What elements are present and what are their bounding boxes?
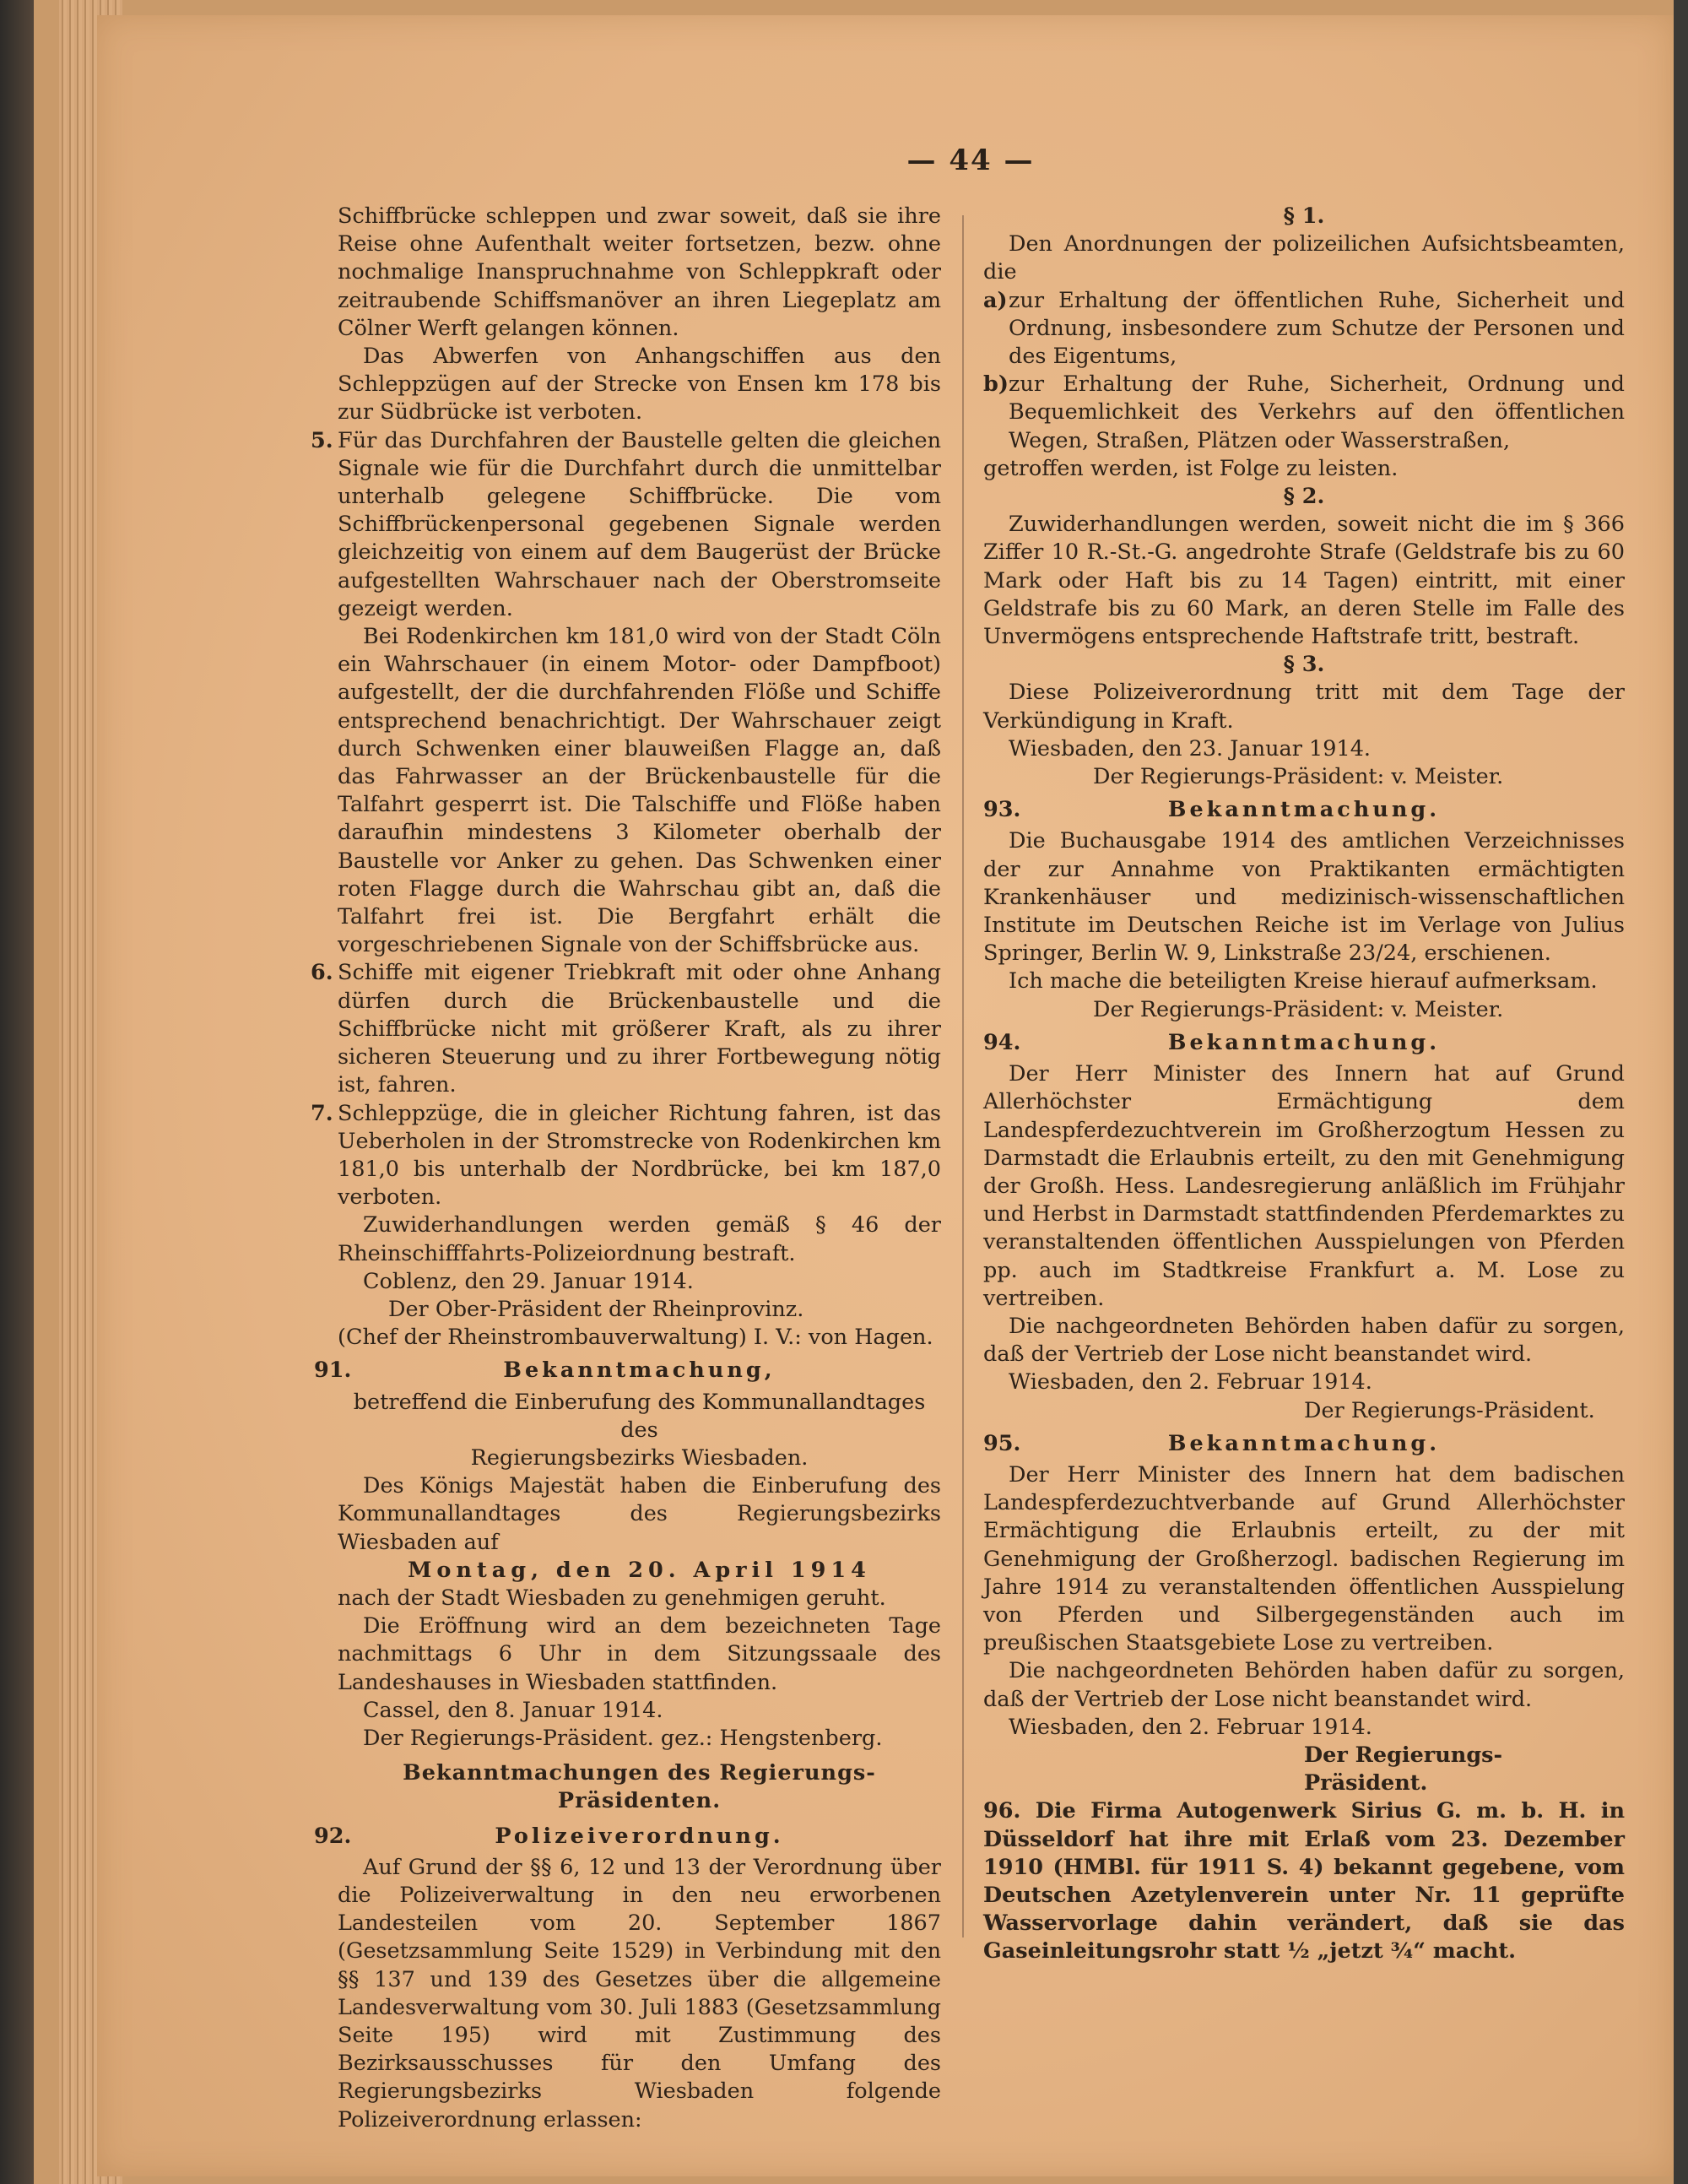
notice-heading (314, 1823, 941, 1851)
place-date: Wiesbaden, den 2. Februar 1914. (1009, 1369, 1372, 1395)
paragraph: nach der Stadt Wiesbaden zu genehmigen geruht. (338, 1585, 886, 1611)
item-label: b) (983, 371, 1009, 398)
list-item (983, 371, 1625, 455)
paragraph: Der Herr Minister des Innern hat auf Grund Allerhöchster Ermächtigung dem Landespferdezuchtverein im Großherzogtum Hessen zu Darmstadt die Erlaubnis erteilt, zu den mit Genehmigung der Großh. Hess. Landesregierung anläßlich im Frühjahr und Herbst in Darmstadt stattfindenden Pferdemarktes zu veranstaltenden öffentlichen Ausspielungen von Pferden pp. auch im Stadtkreise Frankfurt a. M. Lose zu vertreiben. (983, 1061, 1625, 1311)
item-number: 7. (311, 1100, 333, 1126)
notice-number: 91. (314, 1358, 352, 1384)
item-number: 6. (311, 960, 333, 986)
paragraph: Ich mache die beteiligten Kreise hierauf aufmerksam. (1009, 968, 1598, 994)
list-item (311, 1100, 941, 1212)
place-date: Wiesbaden, den 23. Januar 1914. (1009, 735, 1372, 761)
date-line: Montag, den 20. April 1914 (408, 1557, 871, 1583)
left-column (311, 203, 941, 2134)
signature: Der Ober-Präsident der Rheinprovinz. (388, 1296, 804, 1322)
item-number: 5. (311, 427, 333, 453)
paragraph: getroffen werden, ist Folge zu leisten. (983, 455, 1399, 481)
paragraph: Die Eröffnung wird an dem bezeichneten Tage nachmittags 6 Uhr in dem Sitzungssaale des Landeshauses in Wiesbaden stattfinden. (338, 1613, 941, 1695)
notice-title: Polizeiverordnung. (495, 1823, 784, 1849)
item-text: Schleppzüge, die in gleicher Richtung fahren, ist das Ueberholen in der Stromstrecke von Rodenkirchen km 181,0 bis unterhalb der Nordbrücke, bei km 187,0 verboten. (338, 1100, 941, 1211)
paragraph: Schiffbrücke schleppen und zwar soweit, daß sie ihre Reise ohne Aufenthalt weiter fortsetzen, bezw. ohne nochmalige Inanspruchnahme von Schleppkraft oder zeitraubende Schiffsmanöver an ihren Liegeplatz am Cölner Werft gelangen können. (338, 203, 941, 341)
notice-heading (983, 1029, 1625, 1057)
notice-title: Bekanntmachung, (503, 1358, 776, 1384)
scan-border (1674, 0, 1688, 2184)
paragraph: Diese Polizeiverordnung tritt mit dem Tage der Verkündigung in Kraft. (983, 680, 1625, 734)
notice-title: Bekanntmachung. (1167, 797, 1441, 823)
signature: Der Regierungs-Präsident: v. Meister. (1093, 764, 1504, 790)
paragraph: Des Königs Majestät haben die Einberufung des Kommunallandtages des Regierungsbezirks Wiesbaden auf (338, 1473, 941, 1555)
section-symbol: § 2. (1283, 484, 1325, 510)
paragraph: Zuwiderhandlungen werden gemäß § 46 der Rheinschifffahrts-Polizeiordnung bestraft. (338, 1212, 941, 1266)
notice-number: 96. (983, 1798, 1021, 1824)
notice-number: 93. (983, 797, 1021, 823)
notice-number: 95. (983, 1430, 1021, 1456)
paragraph: Der Herr Minister des Innern hat dem badischen Landespferdezuchtverbande auf Grund Allerhöchster Ermächtigung die Erlaubnis erteilt, zu der mit Genehmigung der Großherzogl. badischen Regierung im Jahre 1914 zu veranstaltenden öffentlichen Ausspielung von Pferden und Silbergegenständen auch im preußischen Staatsgebiete Lose zu vertreiben. (983, 1461, 1625, 1656)
signature: Der Regierungs-Präsident: v. Meister. (1093, 996, 1504, 1022)
paragraph (983, 1797, 1625, 1965)
notice-text: Die Firma Autogenwerk Sirius G. m. b. H. in Düsseldorf hat ihre mit Erlaß vom 23. Dezember 1910 (HMBl. für 1911 S. 4) bekannt gegebene, vom Deutschen Azetylenverein unter Nr. 11 geprüfte Wasservorlage dahin verändert, daß sie das Gaseinleitungsrohr statt ½ „jetzt ¾“ macht. (983, 1798, 1626, 1965)
list-item (983, 1797, 1625, 1965)
section-heading: Bekanntmachungen des Regierungs-Präsidenten. (403, 1760, 876, 1814)
item-text: Für das Durchfahren der Baustelle gelten die gleichen Signale wie für die Durchfahrt durch die unmittelbar unterhalb gelegene Schiffbrücke. Die vom Schiffbrückenpersonal gegebenen Signale werden gleichzeitig von einem auf dem Baugerüst der Brücke aufgestellten Wahrschauer nach der Oberstromseite gezeigt werden. (338, 427, 941, 621)
item-text: Bei Rodenkirchen km 181,0 wird von der Stadt Cöln ein Wahrschauer (in einem Motor- oder Dampfboot) aufgestellt, der die durchfahrenden Flöße und Schiffe entsprechend benachrichtigt. Der Wahrschauer zeigt durch Schwenken einer blauweißen Flagge an, daß das Fahrwasser an der Brückenbaustelle für die Talfahrt gesperrt ist. Die Talschiffe und Flöße haben daraufhin mindestens 3 Kilometer oberhalb der Baustelle vor Anker zu gehen. Das Schwenken einer roten Flagge durch die Wahrschau gibt an, daß die Talfahrt frei ist. Die Bergfahrt erhält die vorgeschriebenen Signale von der Schiffsbrücke aus. (338, 624, 941, 958)
item-text: zur Erhaltung der öffentlichen Ruhe, Sicherheit und Ordnung, insbesondere zum Schutze der Personen und des Eigentums, (1009, 287, 1625, 370)
list-item (311, 427, 941, 960)
page-number: — 44 — (906, 144, 1035, 177)
list-item (983, 287, 1625, 371)
notice-number: 92. (314, 1823, 352, 1849)
paragraph: Die nachgeordneten Behörden haben dafür zu sorgen, daß der Vertrieb der Lose nicht beanstandet wird. (983, 1658, 1625, 1712)
paragraph: Das Abwerfen von Anhangschiffen aus den Schleppzügen auf der Strecke von Ensen km 178 bis zur Südbrücke ist verboten. (338, 344, 941, 425)
item-text: zur Erhaltung der Ruhe, Sicherheit, Ordnung und Bequemlichkeit des Verkehrs auf den öffentlichen Wegen, Straßen, Plätzen oder Wasserstraßen, (1009, 371, 1625, 453)
signature: Der Regierungs-Präsident. gez.: Hengstenberg. (363, 1725, 883, 1751)
signature: (Chef der Rheinstrombauverwaltung) I. V.: von Hagen. (338, 1325, 933, 1351)
notice-title: Bekanntmachung. (1167, 1029, 1441, 1055)
paragraph: Den Anordnungen der polizeilichen Aufsichtsbeamten, die (983, 231, 1625, 285)
list-item (311, 959, 941, 1099)
signature: Der Regierungs-Präsident. (1304, 1742, 1503, 1797)
paragraph: Zuwiderhandlungen werden, soweit nicht die im § 366 Ziffer 10 R.-St.-G. angedrohte Strafe (Geldstrafe bis zu 60 Mark oder Haft bis zu 14 Tagen) eintritt, mit einer Geldstrafe bis zu 60 Mark, an deren Stelle im Falle des Unvermögens entsprechende Haftstrafe tritt, bestraft. (983, 512, 1625, 650)
right-column (983, 203, 1625, 1966)
place-date: Cassel, den 8. Januar 1914. (363, 1697, 663, 1723)
paragraph: Die Buchausgabe 1914 des amtlichen Verzeichnisses der zur Annahme von Praktikanten ermächtigten Krankenhäuser und medizinisch-wissenschaftlichen Institute im Deutschen Reiche ist im Verlage von Julius Springer, Berlin W. 9, Linkstraße 23/24, erschienen. (983, 828, 1625, 967)
column-divider (962, 215, 964, 1937)
item-label: a) (983, 287, 1008, 313)
notice-heading (983, 796, 1625, 824)
notice-number: 94. (983, 1029, 1021, 1055)
notice-subtitle: Regierungsbezirks Wiesbaden. (470, 1444, 809, 1471)
section-symbol: § 1. (1283, 203, 1325, 229)
notice-subtitle: betreffend die Einberufung des Kommunallandtages des (353, 1389, 926, 1443)
section-symbol: § 3. (1283, 652, 1325, 678)
paragraph: Die nachgeordneten Behörden haben dafür zu sorgen, daß der Vertrieb der Lose nicht beanstandet wird. (983, 1313, 1625, 1368)
notice-heading (314, 1357, 941, 1385)
place-date: Coblenz, den 29. Januar 1914. (363, 1268, 694, 1294)
item-text: Schiffe mit eigener Triebkraft mit oder ohne Anhang dürfen durch die Brückenbaustelle und die Schiffbrücke nicht mit größerer Kraft, als zu ihrer sicheren Steuerung und zu ihrer Fortbewegung nötig ist, fahren. (338, 960, 941, 1098)
signature: Der Regierungs-Präsident. (1304, 1397, 1595, 1423)
notice-title: Bekanntmachung. (1167, 1430, 1441, 1456)
place-date: Wiesbaden, den 2. Februar 1914. (1009, 1714, 1372, 1740)
paragraph: Auf Grund der §§ 6, 12 und 13 der Verordnung über die Polizeiverwaltung in den neu erworbenen Landesteilen vom 20. September 1867 (Gesetzsammlung Seite 1529) in Verbindung mit den §§ 137 und 139 des Gesetzes über die allgemeine Landesverwaltung vom 30. Juli 1883 (Gesetzsammlung Seite 195) wird mit Zustimmung des Bezirksausschusses für den Umfang des Regierungsbezirks Wiesbaden folgende Polizeiverordnung erlassen: (338, 1854, 941, 2133)
notice-heading (983, 1430, 1625, 1458)
